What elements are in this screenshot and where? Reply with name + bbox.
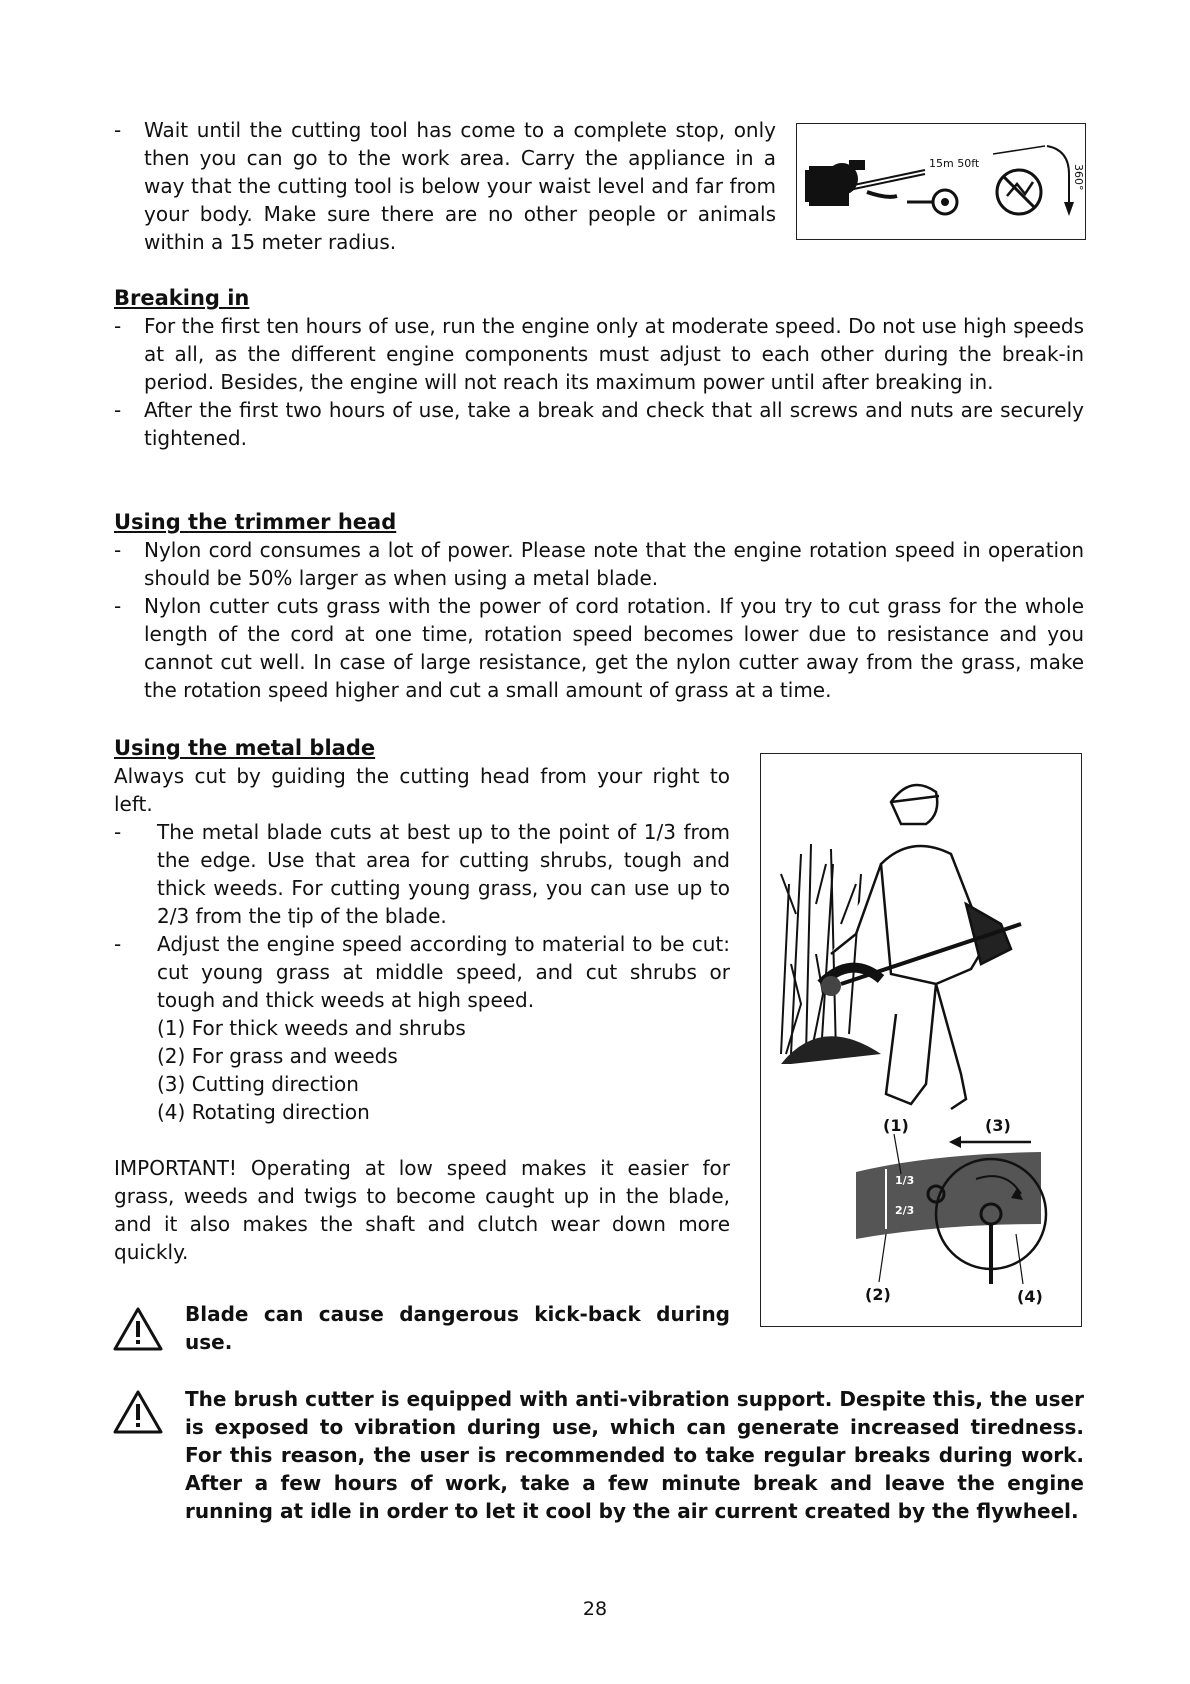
operator-radius-diagram [797,124,1085,239]
metal-blade-intro: Always cut by guiding the cutting head from your right to left. [114,764,730,816]
warning-kickback [112,1300,732,1364]
warning-triangle-icon [112,1306,164,1352]
warning-vibration [112,1385,1084,1525]
metal-blade-figure [760,753,1082,1327]
label-3: (3) [985,1116,1011,1135]
legend-item-4: (4) Rotating direction [157,1100,370,1124]
important-note: IMPORTANT! Operating at low speed makes it easier for grass, weeds and twigs to become caught up in the blade, and it also makes the shaft and clutch wear down more quickly. [114,1156,730,1264]
metal-blade-item-2: - Adjust the engine speed according to material to be cut: cut young grass at middle speed, and cut shrubs or tough and thick weeds at high speed. [114,930,730,1014]
warning-vibration-text: The brush cutter is equipped with anti-vibration support. Despite this, the user is exposed to vibration during use, which can generate increased tiredness. For this reason, the user is recommended to take regular breaks during work. After a few hours of work, take a few minute break and leave the engine running at idle in order to let it cool by the air current created by the flywheel. [185,1387,1084,1523]
legend-item-1: (1) For thick weeds and shrubs [157,1016,466,1040]
page-number: 28 [582,1598,608,1620]
warning-kickback-text: Blade can cause dangerous kick-back during use. [185,1302,730,1354]
metal-blade-heading: Using the metal blade [114,736,376,760]
breaking-in-heading: Breaking in [114,286,250,310]
work-area-figure [796,123,1086,240]
label-1: (1) [883,1116,909,1135]
metal-blade-legend [114,1014,730,1126]
intro-section [114,116,776,256]
legend-item-3: (3) Cutting direction [157,1072,359,1096]
trimmer-head-section [114,508,1084,704]
intro-item: - Wait until the cutting tool has come to a complete stop, only then you can go to the work area. Carry the appliance in a way that the cutting tool is below your waist level and far from your body. Make sure there are no other people or animals within a 15 meter radius. [114,116,776,256]
operator-blade-diagram [761,754,1081,1326]
label-2: (2) [865,1285,891,1304]
fraction-1-3: 1/3 [895,1174,915,1187]
label-4: (4) [1017,1287,1043,1306]
operator-illustration [831,785,1011,1109]
breaking-in-section [114,284,1084,452]
breaking-in-item-1: - For the first ten hours of use, run the engine only at moderate speed. Do not use high speeds at all, as the different engine components must adjust to each other during the break-in period. Besides, the engine will not reach its maximum power until after breaking in. [114,312,1084,396]
warning-triangle-icon [112,1389,164,1435]
trimmer-head-item-2: - Nylon cutter cuts grass with the power of cord rotation. If you try to cut grass for the whole length of the cord at one time, rotation speed becomes lower due to resistance and you cannot cut well. In case of large resistance, get the nylon cutter away from the grass, make the rotation speed higher and cut a small amount of grass at a time. [114,592,1084,704]
trimmer-head-item-1: - Nylon cord consumes a lot of power. Please note that the engine rotation speed in operation should be 50% larger as when using a metal blade. [114,536,1084,592]
breaking-in-item-2: - After the first two hours of use, take a break and check that all screws and nuts are securely tightened. [114,396,1084,452]
legend-item-2: (2) For grass and weeds [157,1044,398,1068]
angle-label: 360° [1072,164,1085,191]
metal-blade-section [114,734,730,1266]
fraction-2-3: 2/3 [895,1204,915,1217]
weeds-illustration [781,844,861,1054]
distance-label: 15m 50ft [929,157,980,170]
trimmer-head-heading: Using the trimmer head [114,510,397,534]
metal-blade-item-1: - The metal blade cuts at best up to the point of 1/3 from the edge. Use that area for cutting shrubs, tough and thick weeds. For cutting young grass, you can use up to 2/3 from the tip of the blade. [114,818,730,930]
